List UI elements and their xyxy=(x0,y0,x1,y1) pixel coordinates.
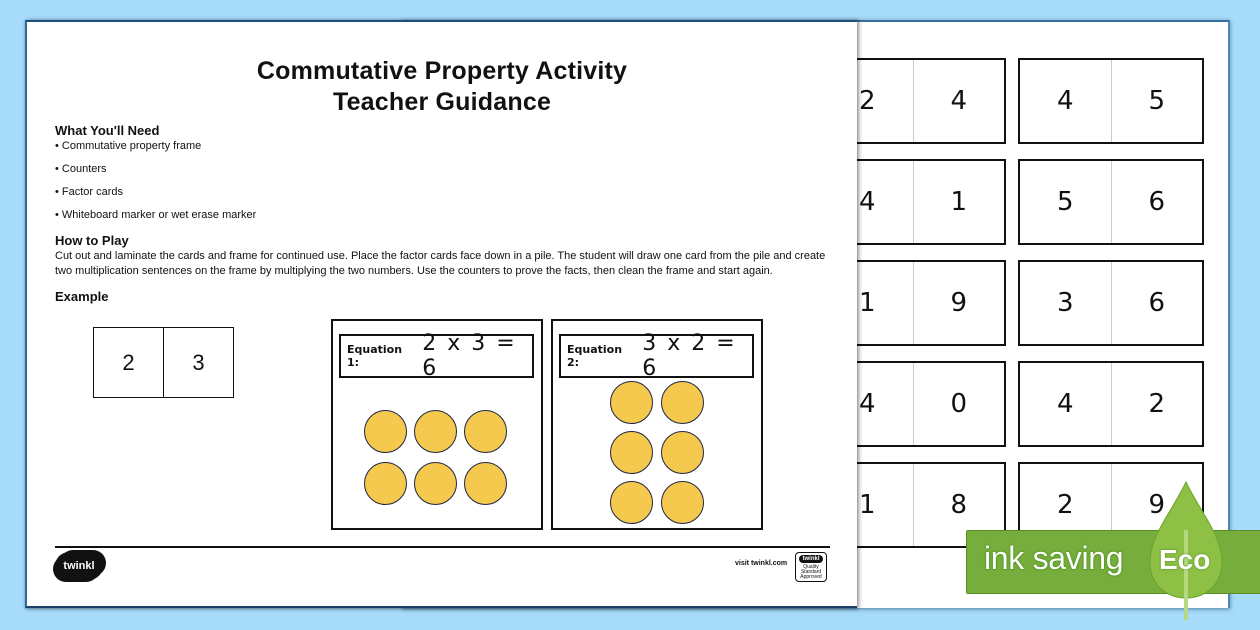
twinkl-logo: twinkl xyxy=(55,552,103,580)
equation-expression: 2 x 3 = 6 xyxy=(422,331,517,381)
needs-heading: What You'll Need xyxy=(55,123,160,138)
factor-left: 1 xyxy=(858,490,876,520)
equation-box xyxy=(559,331,754,381)
factor-card xyxy=(1018,260,1204,346)
factor-left: 3 xyxy=(1056,288,1074,318)
title-line-2: Teacher Guidance xyxy=(332,88,552,116)
factor-right: 8 xyxy=(913,464,1005,546)
needs-item: • Commutative property frame xyxy=(55,140,202,152)
equation-label: Equation 2: xyxy=(567,343,623,369)
factor-card xyxy=(1018,58,1204,144)
counter xyxy=(661,431,704,474)
factor-left: 2 xyxy=(858,86,876,116)
equation-expression: 3 x 2 = 6 xyxy=(642,331,737,381)
counter xyxy=(414,462,457,505)
badge-text: Quality Standard Approved xyxy=(800,563,822,580)
ink-saving-label: ink saving xyxy=(984,540,1124,576)
factor-left: 1 xyxy=(858,288,876,318)
factor-right: 2 xyxy=(1111,363,1203,445)
counter xyxy=(464,410,507,453)
equation-box xyxy=(339,331,534,381)
page-title xyxy=(27,56,857,118)
example-factor-card xyxy=(93,327,234,398)
footer-divider xyxy=(55,546,830,548)
factor-left: 4 xyxy=(1056,389,1074,419)
counter xyxy=(610,431,653,474)
quality-badge-icon xyxy=(795,552,827,582)
factor-right: 4 xyxy=(913,60,1005,142)
counter xyxy=(661,481,704,524)
counter xyxy=(364,462,407,505)
counter xyxy=(364,410,407,453)
needs-item: • Whiteboard marker or wet erase marker xyxy=(55,209,257,221)
factor-right: 6 xyxy=(1111,262,1203,344)
factor-left: 4 xyxy=(1056,86,1074,116)
needs-item: • Factor cards xyxy=(55,186,124,198)
factor-card xyxy=(1018,159,1204,245)
visit-link-text: visit twinkl.com xyxy=(735,560,788,567)
factor-left: 5 xyxy=(1056,187,1074,217)
factor-left: 4 xyxy=(858,389,876,419)
counter xyxy=(610,481,653,524)
equation-frame-2 xyxy=(551,319,763,530)
how-to-play-text: Cut out and laminate the cards and frame for continued use. Place the factor cards face down in a pile. The student will draw one card from the pile and create two multiplication sentences on the frame by multiplying the two numbers. Use the counters to prove the facts, then clean the frame and start again. xyxy=(55,250,826,277)
factor-card xyxy=(1018,361,1204,447)
equation-frame-1 xyxy=(331,319,543,530)
equation-label: Equation 1: xyxy=(347,343,403,369)
factor-left: 2 xyxy=(122,349,135,375)
how-to-play-heading: How to Play xyxy=(55,233,129,248)
factor-right: 5 xyxy=(1111,60,1203,142)
needs-item: • Counters xyxy=(55,163,107,175)
example-heading: Example xyxy=(55,289,109,304)
factor-right: 1 xyxy=(913,161,1005,243)
counter xyxy=(610,381,653,424)
factor-right: 9 xyxy=(1111,464,1203,546)
factor-left: 4 xyxy=(858,187,876,217)
teacher-guidance-page xyxy=(25,20,857,608)
factor-right: 9 xyxy=(913,262,1005,344)
factor-right: 3 xyxy=(163,328,233,397)
eco-label: Eco xyxy=(1159,544,1211,575)
factor-right: 6 xyxy=(1111,161,1203,243)
counter xyxy=(661,381,704,424)
title-line-1: Commutative Property Activity xyxy=(256,57,628,85)
factor-right: 0 xyxy=(913,363,1005,445)
factor-left: 2 xyxy=(1056,490,1074,520)
counter xyxy=(464,462,507,505)
counter xyxy=(414,410,457,453)
badge-logo: twinkl xyxy=(799,555,822,563)
